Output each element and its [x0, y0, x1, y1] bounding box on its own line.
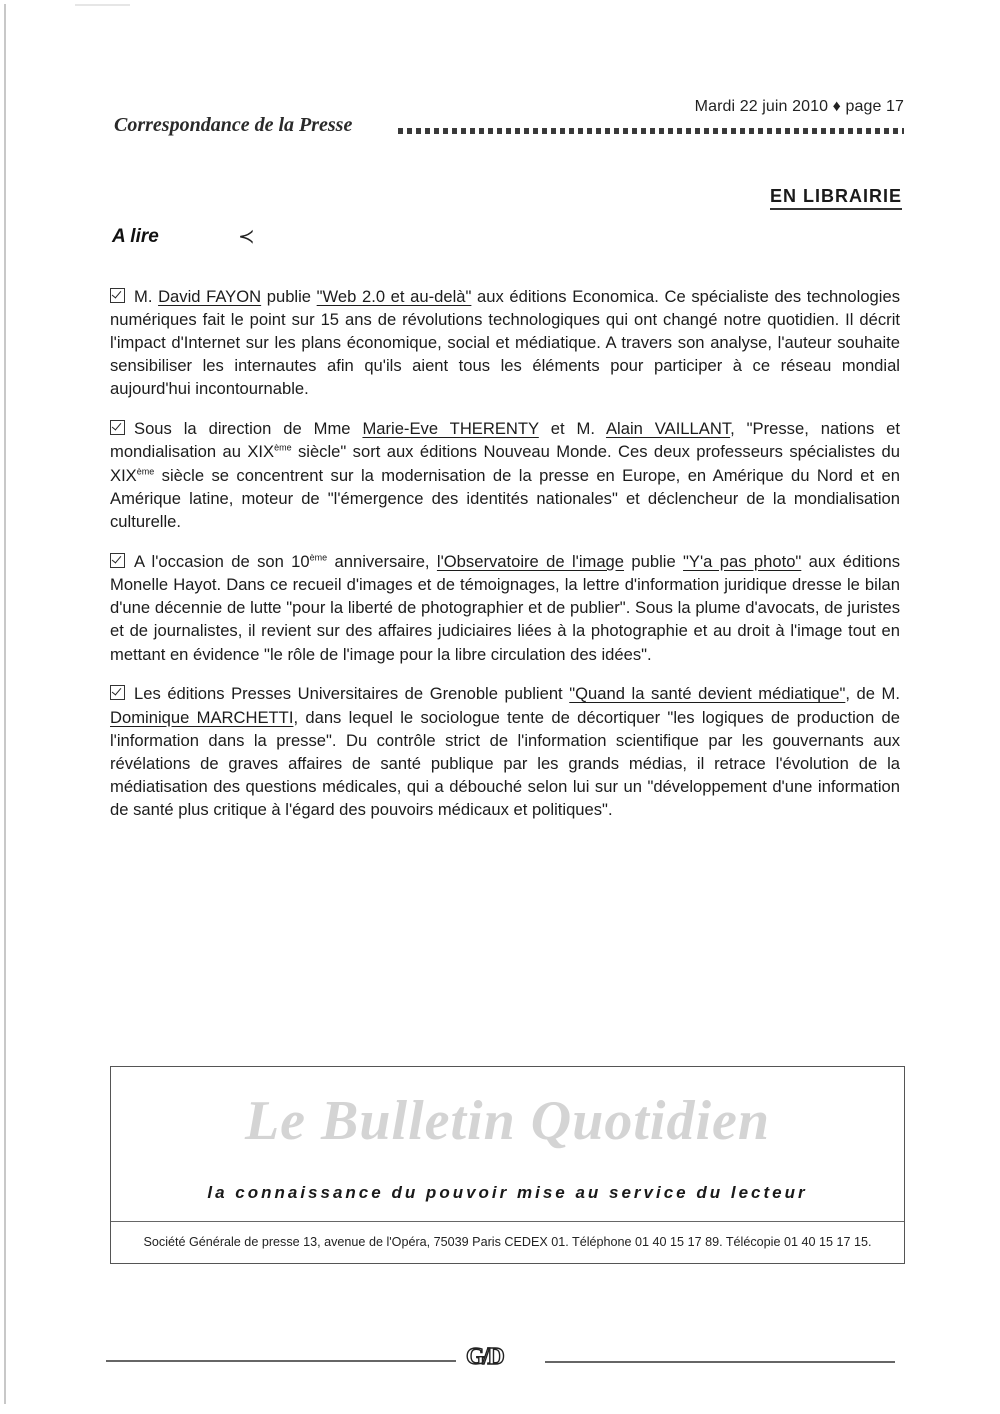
article-text: aux éditions Economica. Ce spécialiste des technologies numériques fait le point sur 15 ans de révolutions technologiques qui ont changé notre quotidien. Il décrit l'impact d'Internet sur les plans économique, social et médiatique. A travers son analyse, l'auteur souhaite sensibiliser les internautes afin qu'ils aient tous les éléments pour participer à ce réseau mondial aujourd'hui incontournable.	[110, 286, 900, 399]
checkbox-checked-icon	[110, 553, 125, 568]
article-item	[110, 417, 900, 533]
article-text: Les éditions Presses Universitaires de Grenoble publient	[134, 684, 570, 704]
arrow-left-icon: ≺	[238, 226, 255, 248]
underlined-name: David FAYON	[158, 286, 262, 306]
header-dotted-rule	[398, 128, 904, 134]
article-text: aux éditions Monelle Hayot. Dans ce recueil d'images et de témoignages, la lettre d'information juridique dresse le bilan d'une décennie de lutte "pour la liberté de photographier et de publier". Sous la plume d'avocats, de juristes et de journalistes, il revient sur des affaires judiciaires liées à la photographie et au droit à l'image tout en mettant en évidence "le rôle de l'image pour la libre circulation des idées".	[110, 551, 901, 664]
divider	[111, 1221, 904, 1222]
article-text: , de M.	[845, 684, 900, 704]
underlined-name: "Y'a pas photo"	[683, 551, 802, 571]
article-text: , "Presse, nations et mondialisation au XIX	[110, 419, 901, 462]
checkbox-checked-icon	[110, 685, 125, 700]
superscript: ème	[136, 466, 155, 477]
footer-rule-left	[106, 1360, 456, 1362]
article-text: M.	[134, 286, 159, 306]
underlined-name: Alain VAILLANT	[605, 419, 731, 439]
underlined-name: Dominique MARCHETTI	[110, 707, 294, 727]
article-text: publie	[261, 286, 317, 306]
article-text: anniversaire,	[327, 551, 437, 571]
bulletin-advert-box	[110, 1066, 905, 1264]
article-text: publie	[624, 551, 684, 571]
article-text: A l'occasion de son 10	[134, 551, 310, 571]
superscript: ème	[309, 552, 328, 563]
page-edge	[4, 4, 6, 1404]
gd-logo-icon: G/D	[466, 1344, 503, 1370]
article-item	[110, 550, 900, 666]
article-text: siècle se concentrent sur la modernisation de la presse en Europe, en Amérique du Nord et en Amérique latine, moteur de "l'émergence des identités nationales" et déclencheur de la mondialisation culturelle.	[110, 465, 900, 532]
article-text: Sous la direction de Mme	[134, 419, 363, 439]
footer-rule-right	[545, 1361, 895, 1363]
checkbox-checked-icon	[110, 420, 125, 435]
section-title: EN LIBRAIRIE	[770, 186, 902, 210]
article-item	[110, 682, 900, 821]
underlined-name: l'Observatoire de l'image	[436, 551, 625, 571]
section-subtitle: A lire	[112, 226, 159, 247]
bulletin-tagline: la connaissance du pouvoir mise au service du lecteur	[207, 1183, 808, 1202]
underlined-name: "Web 2.0 et au-delà"	[316, 286, 472, 306]
scan-mark	[75, 4, 130, 6]
superscript: ème	[274, 442, 292, 453]
article-text: siècle" sort aux éditions Nouveau Monde. Ces deux professeurs spécialistes du XIX	[110, 442, 900, 485]
underlined-name: "Quand la santé devient médiatique"	[569, 684, 846, 704]
article-list	[110, 268, 900, 837]
article-text: , dans lequel le sociologue tente de décortiquer "les logiques de production de l'information dans la presse". Du contrôle strict de l'information scientifique par les gouvernants aux révélations de graves affaires de santé publique par les grands médias, il retrace l'évolution de la médiatisation des questions médicales, qui a débouché selon lui sur un "développement d'une information de santé plus critique à l'égard des pouvoirs médicaux et politiques".	[110, 707, 900, 820]
bulletin-title: Le Bulletin Quotidien	[244, 1090, 771, 1152]
article-item	[110, 285, 900, 401]
underlined-name: Marie-Eve THERENTY	[362, 419, 539, 439]
header-date-page: Mardi 22 juin 2010 ♦ page 17	[694, 98, 904, 115]
article-text: et M.	[538, 419, 606, 439]
checkbox-checked-icon	[110, 288, 125, 303]
bulletin-address: Société Générale de presse 13, avenue de l'Opéra, 75039 Paris CEDEX 01. Téléphone 01 40 15 17 89. Télécopie 01 40 15 17 15.	[143, 1235, 872, 1249]
publication-title: Correspondance de la Presse	[114, 114, 353, 136]
